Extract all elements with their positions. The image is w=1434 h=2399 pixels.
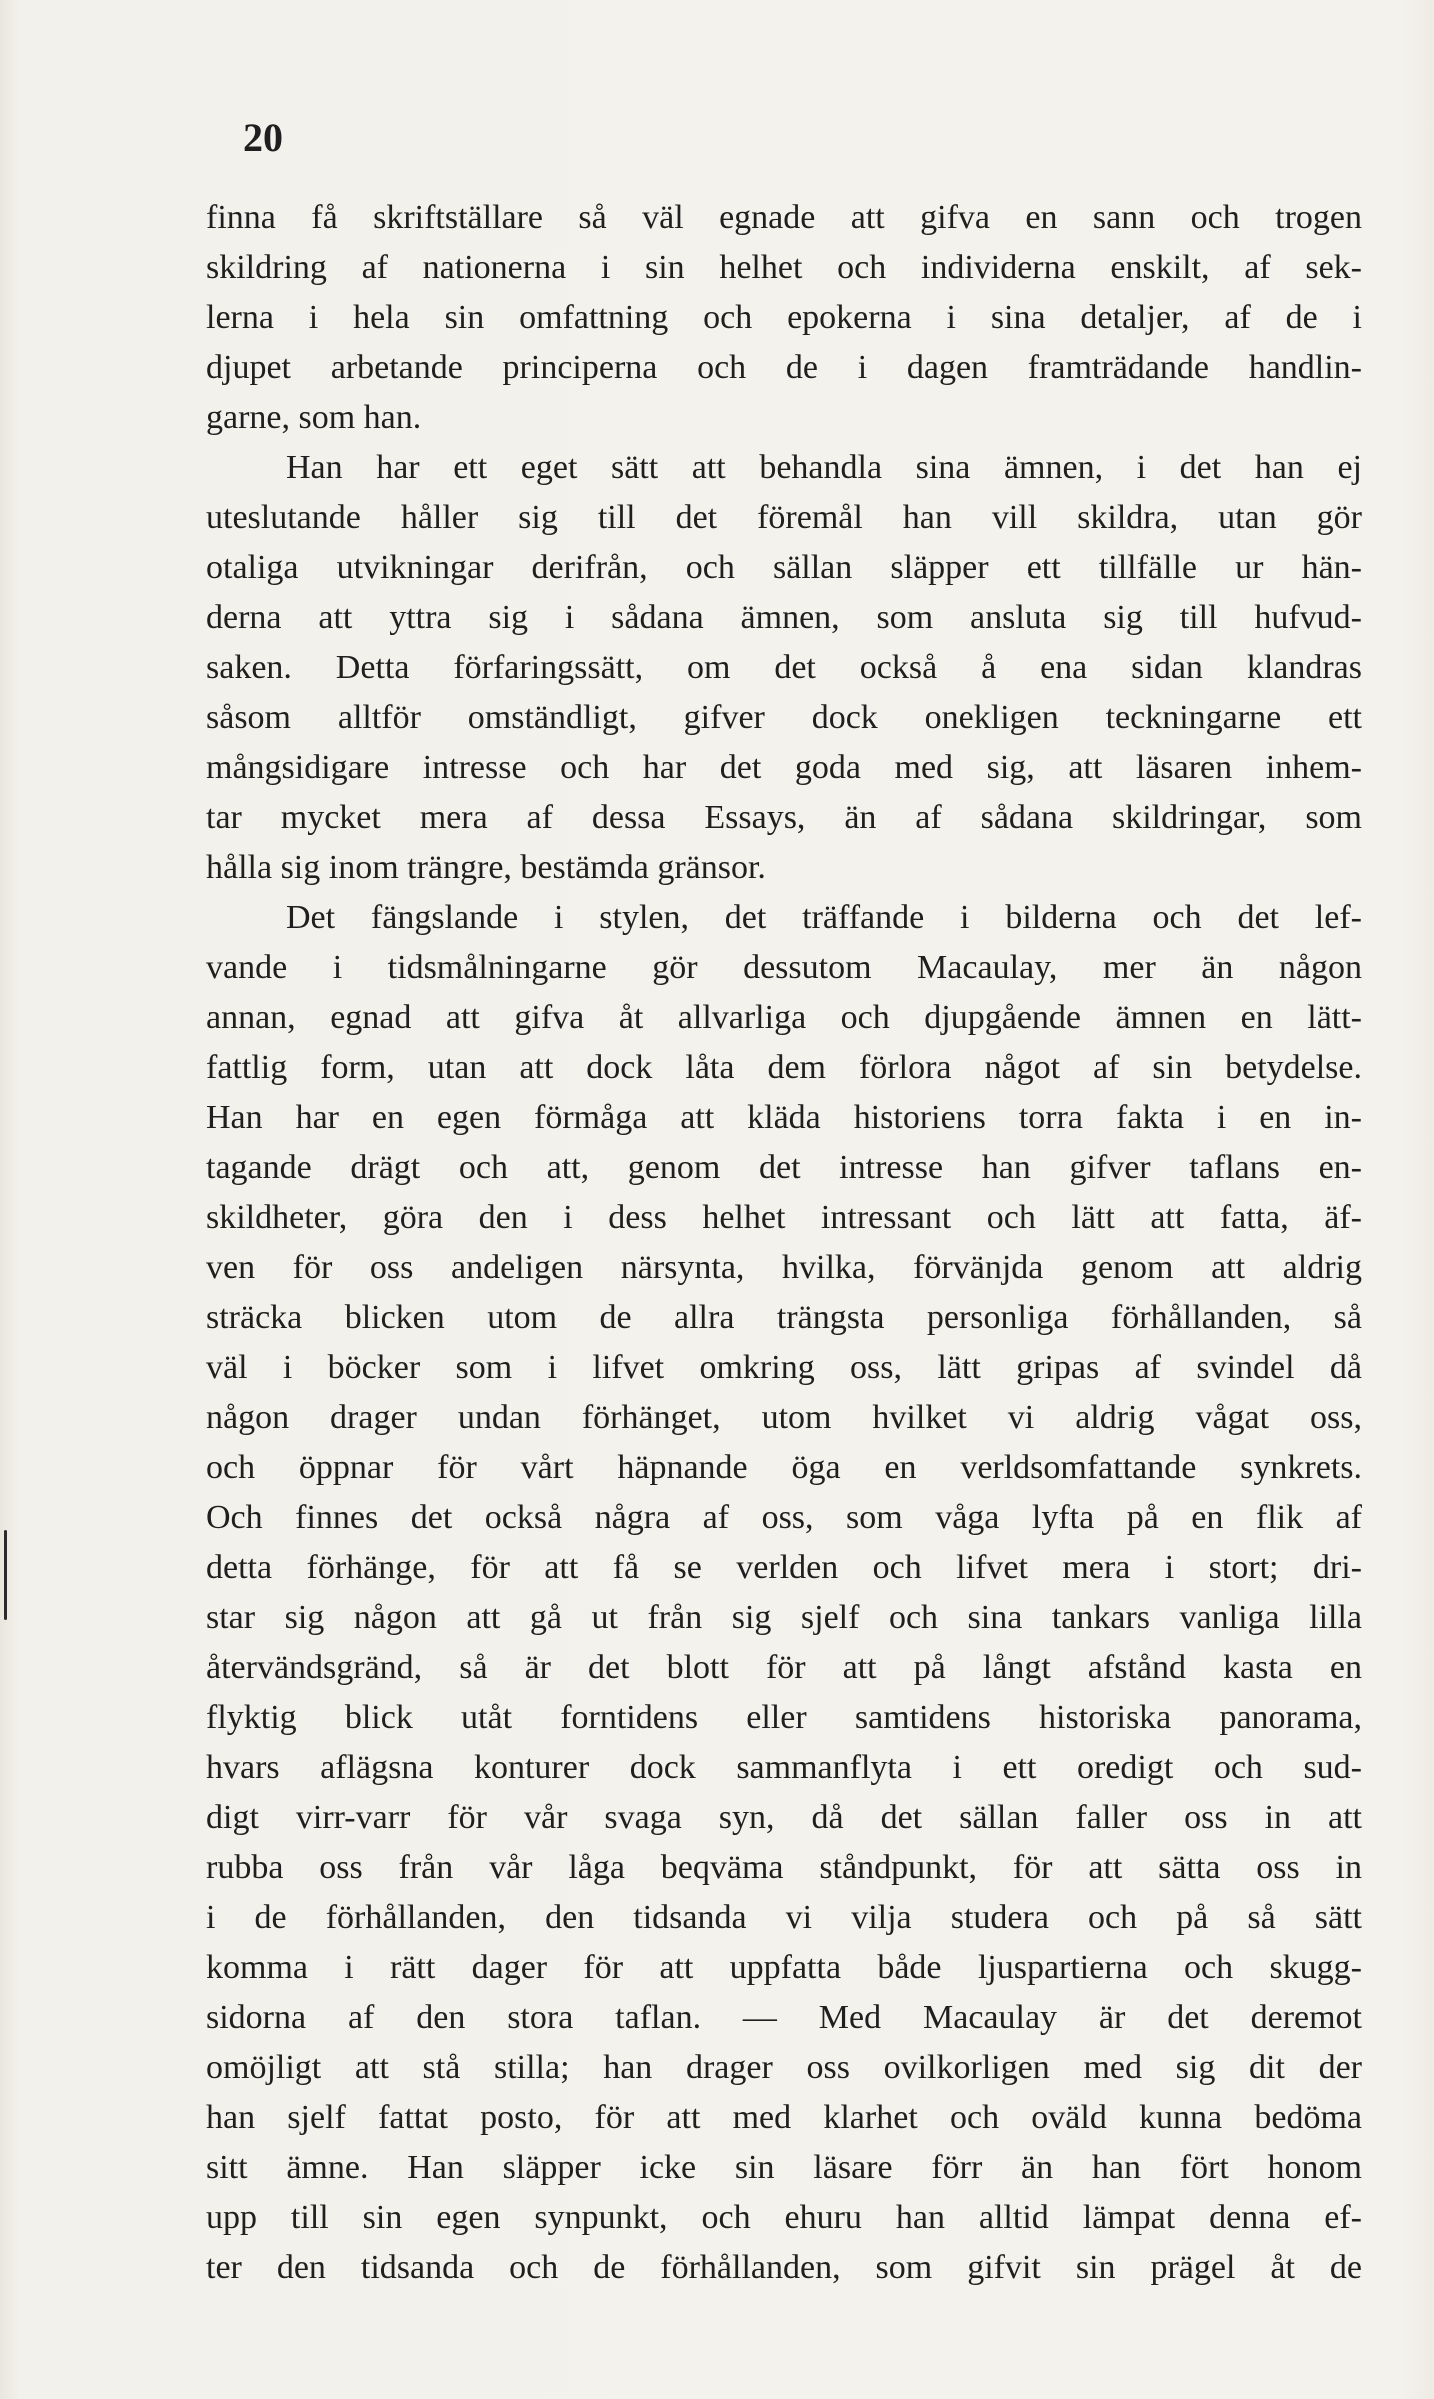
text-line: garne, som han. xyxy=(206,399,422,436)
text-line: finna få skriftställare så väl egnade att gifva en sann och trogen xyxy=(206,199,1362,236)
text-line: Han har en egen förmåga att kläda historiens torra fakta i en in- xyxy=(206,1099,1362,1136)
text-line: väl i böcker som i lifvet omkring oss, lätt gripas af svindel då xyxy=(206,1349,1362,1386)
text-line: otaliga utvikningar derifrån, och sällan släpper ett tillfälle ur hän- xyxy=(206,549,1362,586)
text-line: lerna i hela sin omfattning och epokerna i sina detaljer, af de i xyxy=(206,299,1362,336)
text-line: omöjligt att stå stilla; han drager oss ovilkorligen med sig dit der xyxy=(206,2049,1362,2086)
text-line: sitt ämne. Han släpper icke sin läsare förr än han fört honom xyxy=(206,2149,1362,2186)
page-number: 20 xyxy=(243,115,283,160)
text-line: vande i tidsmålningarne gör dessutom Macaulay, mer än någon xyxy=(206,949,1362,986)
text-line: sidorna af den stora taflan. — Med Macaulay är det deremot xyxy=(206,1999,1362,2036)
text-line: och öppnar för vårt häpnande öga en verldsomfattande synkrets. xyxy=(206,1449,1362,1486)
text-line: mångsidigare intresse och har det goda med sig, att läsaren inhem- xyxy=(206,749,1362,786)
text-line: ven för oss andeligen närsynta, hvilka, förvänjda genom att aldrig xyxy=(206,1249,1362,1286)
text-line: tar mycket mera af dessa Essays, än af sådana skildringar, som xyxy=(206,799,1362,836)
text-line: djupet arbetande principerna och de i dagen framträdande handlin- xyxy=(206,349,1362,386)
text-line: tagande drägt och att, genom det intresse han gifver taflans en- xyxy=(206,1149,1362,1186)
page-edge-mark xyxy=(4,1530,7,1620)
paragraph-start-line: Han har ett eget sätt att behandla sina ämnen, i det han ej xyxy=(286,449,1362,486)
text-line: i de förhållanden, den tidsanda vi vilja studera och på så sätt xyxy=(206,1899,1362,1936)
text-line: digt virr-varr för vår svaga syn, då det sällan faller oss in att xyxy=(206,1799,1362,1836)
text-line: hvars aflägsna konturer dock sammanflyta i ett oredigt och sud- xyxy=(206,1749,1362,1786)
text-line: han sjelf fattat posto, för att med klarhet och oväld kunna bedöma xyxy=(206,2099,1362,2136)
text-line: ter den tidsanda och de förhållanden, som gifvit sin prägel åt de xyxy=(206,2249,1362,2286)
text-line: star sig någon att gå ut från sig sjelf och sina tankars vanliga lilla xyxy=(206,1599,1362,1636)
text-line: någon drager undan förhänget, utom hvilket vi aldrig vågat oss, xyxy=(206,1399,1362,1436)
paragraph-start-line: Det fängslande i stylen, det träffande i bilderna och det lef- xyxy=(286,899,1362,936)
text-line: fattlig form, utan att dock låta dem förlora något af sin betydelse. xyxy=(206,1049,1362,1086)
text-line: upp till sin egen synpunkt, och ehuru han alltid lämpat denna ef- xyxy=(206,2199,1362,2236)
text-line: sträcka blicken utom de allra trängsta personliga förhållanden, så xyxy=(206,1299,1362,1336)
text-line: uteslutande håller sig till det föremål han vill skildra, utan gör xyxy=(206,499,1362,536)
text-line: detta förhänge, för att få se verlden och lifvet mera i stort; dri- xyxy=(206,1549,1362,1586)
text-line: annan, egnad att gifva åt allvarliga och djupgående ämnen en lätt- xyxy=(206,999,1362,1036)
text-line: återvändsgränd, så är det blott för att på långt afstånd kasta en xyxy=(206,1649,1362,1686)
text-line: Och finnes det också några af oss, som våga lyfta på en flik af xyxy=(206,1499,1362,1536)
text-line: hålla sig inom trängre, bestämda gränsor. xyxy=(206,849,766,886)
text-line: skildheter, göra den i dess helhet intressant och lätt att fatta, äf- xyxy=(206,1199,1362,1236)
body-text xyxy=(206,193,1362,2293)
text-line: såsom alltför omständligt, gifver dock onekligen teckningarne ett xyxy=(206,699,1362,736)
text-line: flyktig blick utåt forntidens eller samtidens historiska panorama, xyxy=(206,1699,1362,1736)
text-line: komma i rätt dager för att uppfatta både ljuspartierna och skugg- xyxy=(206,1949,1362,1986)
text-line: saken. Detta förfaringssätt, om det också å ena sidan klandras xyxy=(206,649,1362,686)
text-line: derna att yttra sig i sådana ämnen, som ansluta sig till hufvud- xyxy=(206,599,1362,636)
text-line: skildring af nationerna i sin helhet och individerna enskilt, af sek- xyxy=(206,249,1362,286)
text-line: rubba oss från vår låga beqväma ståndpunkt, för att sätta oss in xyxy=(206,1849,1362,1886)
